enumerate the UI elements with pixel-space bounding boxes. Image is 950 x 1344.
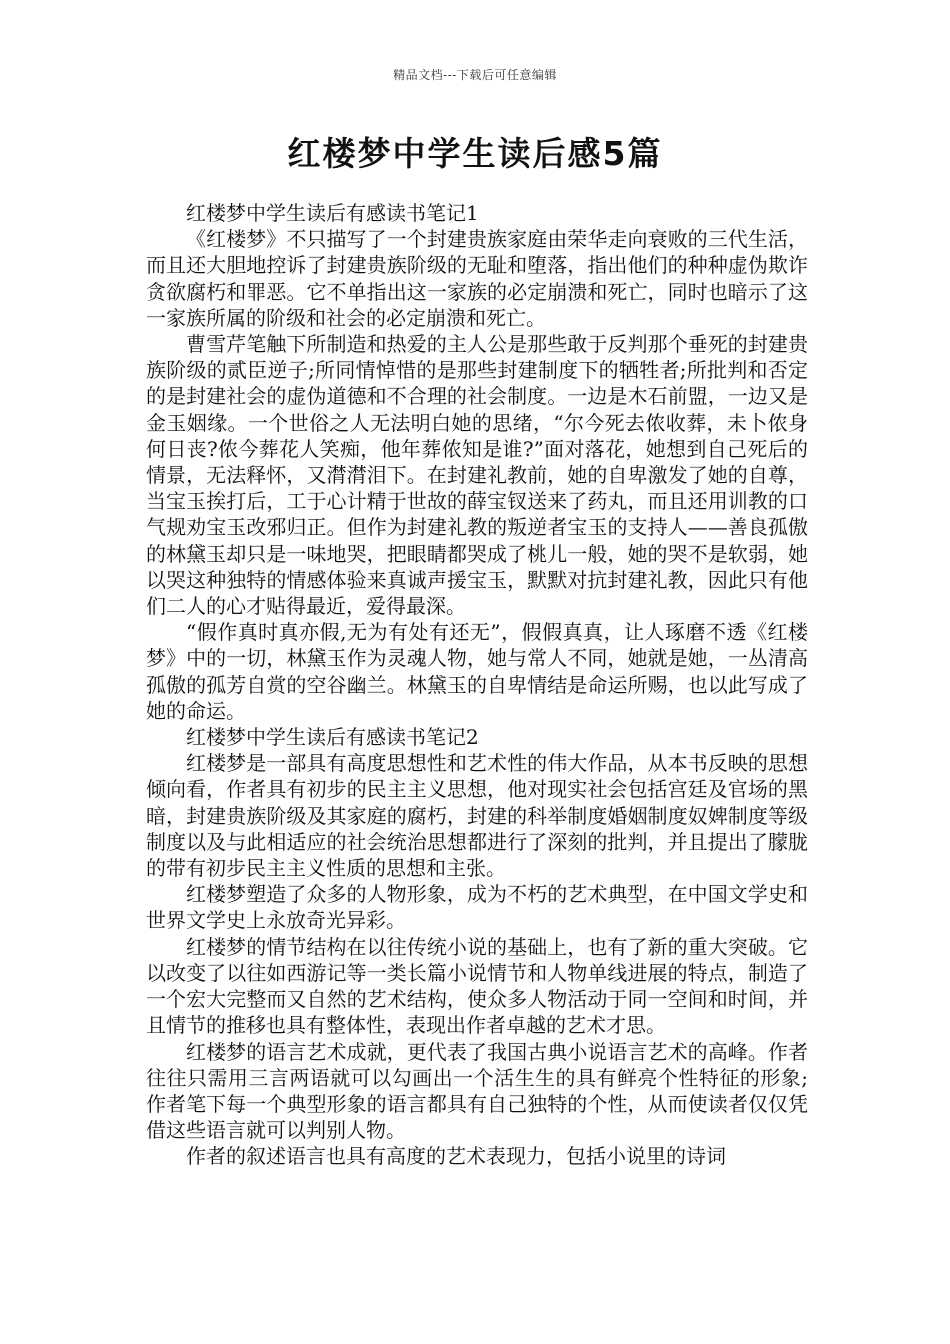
paragraph: 《红楼梦》不只描写了一个封建贵族家庭由荣华走向衰败的三代生活，而且还大胆地控诉了封建贵族阶级的无耻和堕落，指出他们的种种虚伪欺诈贪欲腐朽和罪恶。它不单指出这一家族的必定崩溃和死亡，同时也暗示了这一家族所属的阶级和社会的必定崩溃和死亡。 [146, 227, 808, 330]
section-heading-2: 红楼梦中学生读后有感读书笔记2 [186, 725, 479, 750]
paragraph: 红楼梦塑造了众多的人物形象，成为不朽的艺术典型，在中国文学史和世界文学史上永放奇光异彩。 [146, 882, 808, 933]
paragraph: 曹雪芹笔触下所制造和热爱的主人公是那些敢于反判那个垂死的封建贵族阶级的贰臣逆子;所同情悼惜的是那些封建制度下的牺牲者;所批判和否定的是封建社会的虚伪道德和不合理的社会制度。一边是木石前盟，一边又是金玉姻缘。一个世俗之人无法明白她的思绪，“尔今死去侬收葬，未卜侬身何日丧?侬今葬花人笑痴，他年葬侬知是谁?”面对落花，她想到自己死后的情景，无法释怀，又潸潸泪下。在封建礼教前，她的自卑激发了她的自尊，当宝玉挨打后，工于心计精于世故的薛宝钗送来了药丸，而且还用训教的口气规劝宝玉改邪归正。但作为封建礼教的叛逆者宝玉的支持人——善良孤傲的林黛玉却只是一味地哭，把眼睛都哭成了桃儿一般，她的哭不是软弱，她以哭这种独特的情感体验来真诚声援宝玉，默默对抗封建礼教，因此只有他们二人的心才贴得最近，爱得最深。 [146, 332, 808, 619]
header-note: 精品文档---下载后可任意编辑 [393, 68, 557, 82]
paragraph: “假作真时真亦假,无为有处有还无”，假假真真，让人琢磨不透《红楼梦》中的一切，林黛玉作为灵魂人物，她与常人不同，她就是她，一丛清高孤傲的孤芳自赏的空谷幽兰。林黛玉的自卑情结是命运所赐，也以此写成了她的命运。 [146, 620, 808, 723]
document-title: 红楼梦中学生读后感5篇 [287, 134, 663, 173]
paragraph: 红楼梦是一部具有高度思想性和艺术性的伟大作品，从本书反映的思想倾向看，作者具有初步的民主主义思想，他对现实社会包括宫廷及官场的黑暗，封建贵族阶级及其家庭的腐朽，封建的科举制度婚姻制度奴婢制度等级制度以及与此相适应的社会统治思想都进行了深刻的批判，并且提出了朦胧的带有初步民主主义性质的思想和主张。 [146, 751, 808, 881]
paragraph: 红楼梦的情节结构在以往传统小说的基础上，也有了新的重大突破。它以改变了以往如西游记等一类长篇小说情节和人物单线进展的特点，制造了一个宏大完整而又自然的艺术结构，使众多人物活动于同一空间和时间，并且情节的推移也具有整体性，表现出作者卓越的艺术才思。 [146, 934, 808, 1038]
section-heading-1: 红楼梦中学生读后有感读书笔记1 [186, 201, 479, 225]
paragraph: 红楼梦的语言艺术成就，更代表了我国古典小说语言艺术的高峰。作者往往只需用三言两语就可以勾画出一个活生生的具有鲜亮个性特征的形象;作者笔下每一个典型形象的语言都具有自己独特的个性，从而使读者仅仅凭借这些语言就可以判别人物。 [146, 1039, 808, 1143]
paragraph: 作者的叙述语言也具有高度的艺术表现力，包括小说里的诗词 [186, 1144, 726, 1169]
document-body [146, 200, 808, 1170]
